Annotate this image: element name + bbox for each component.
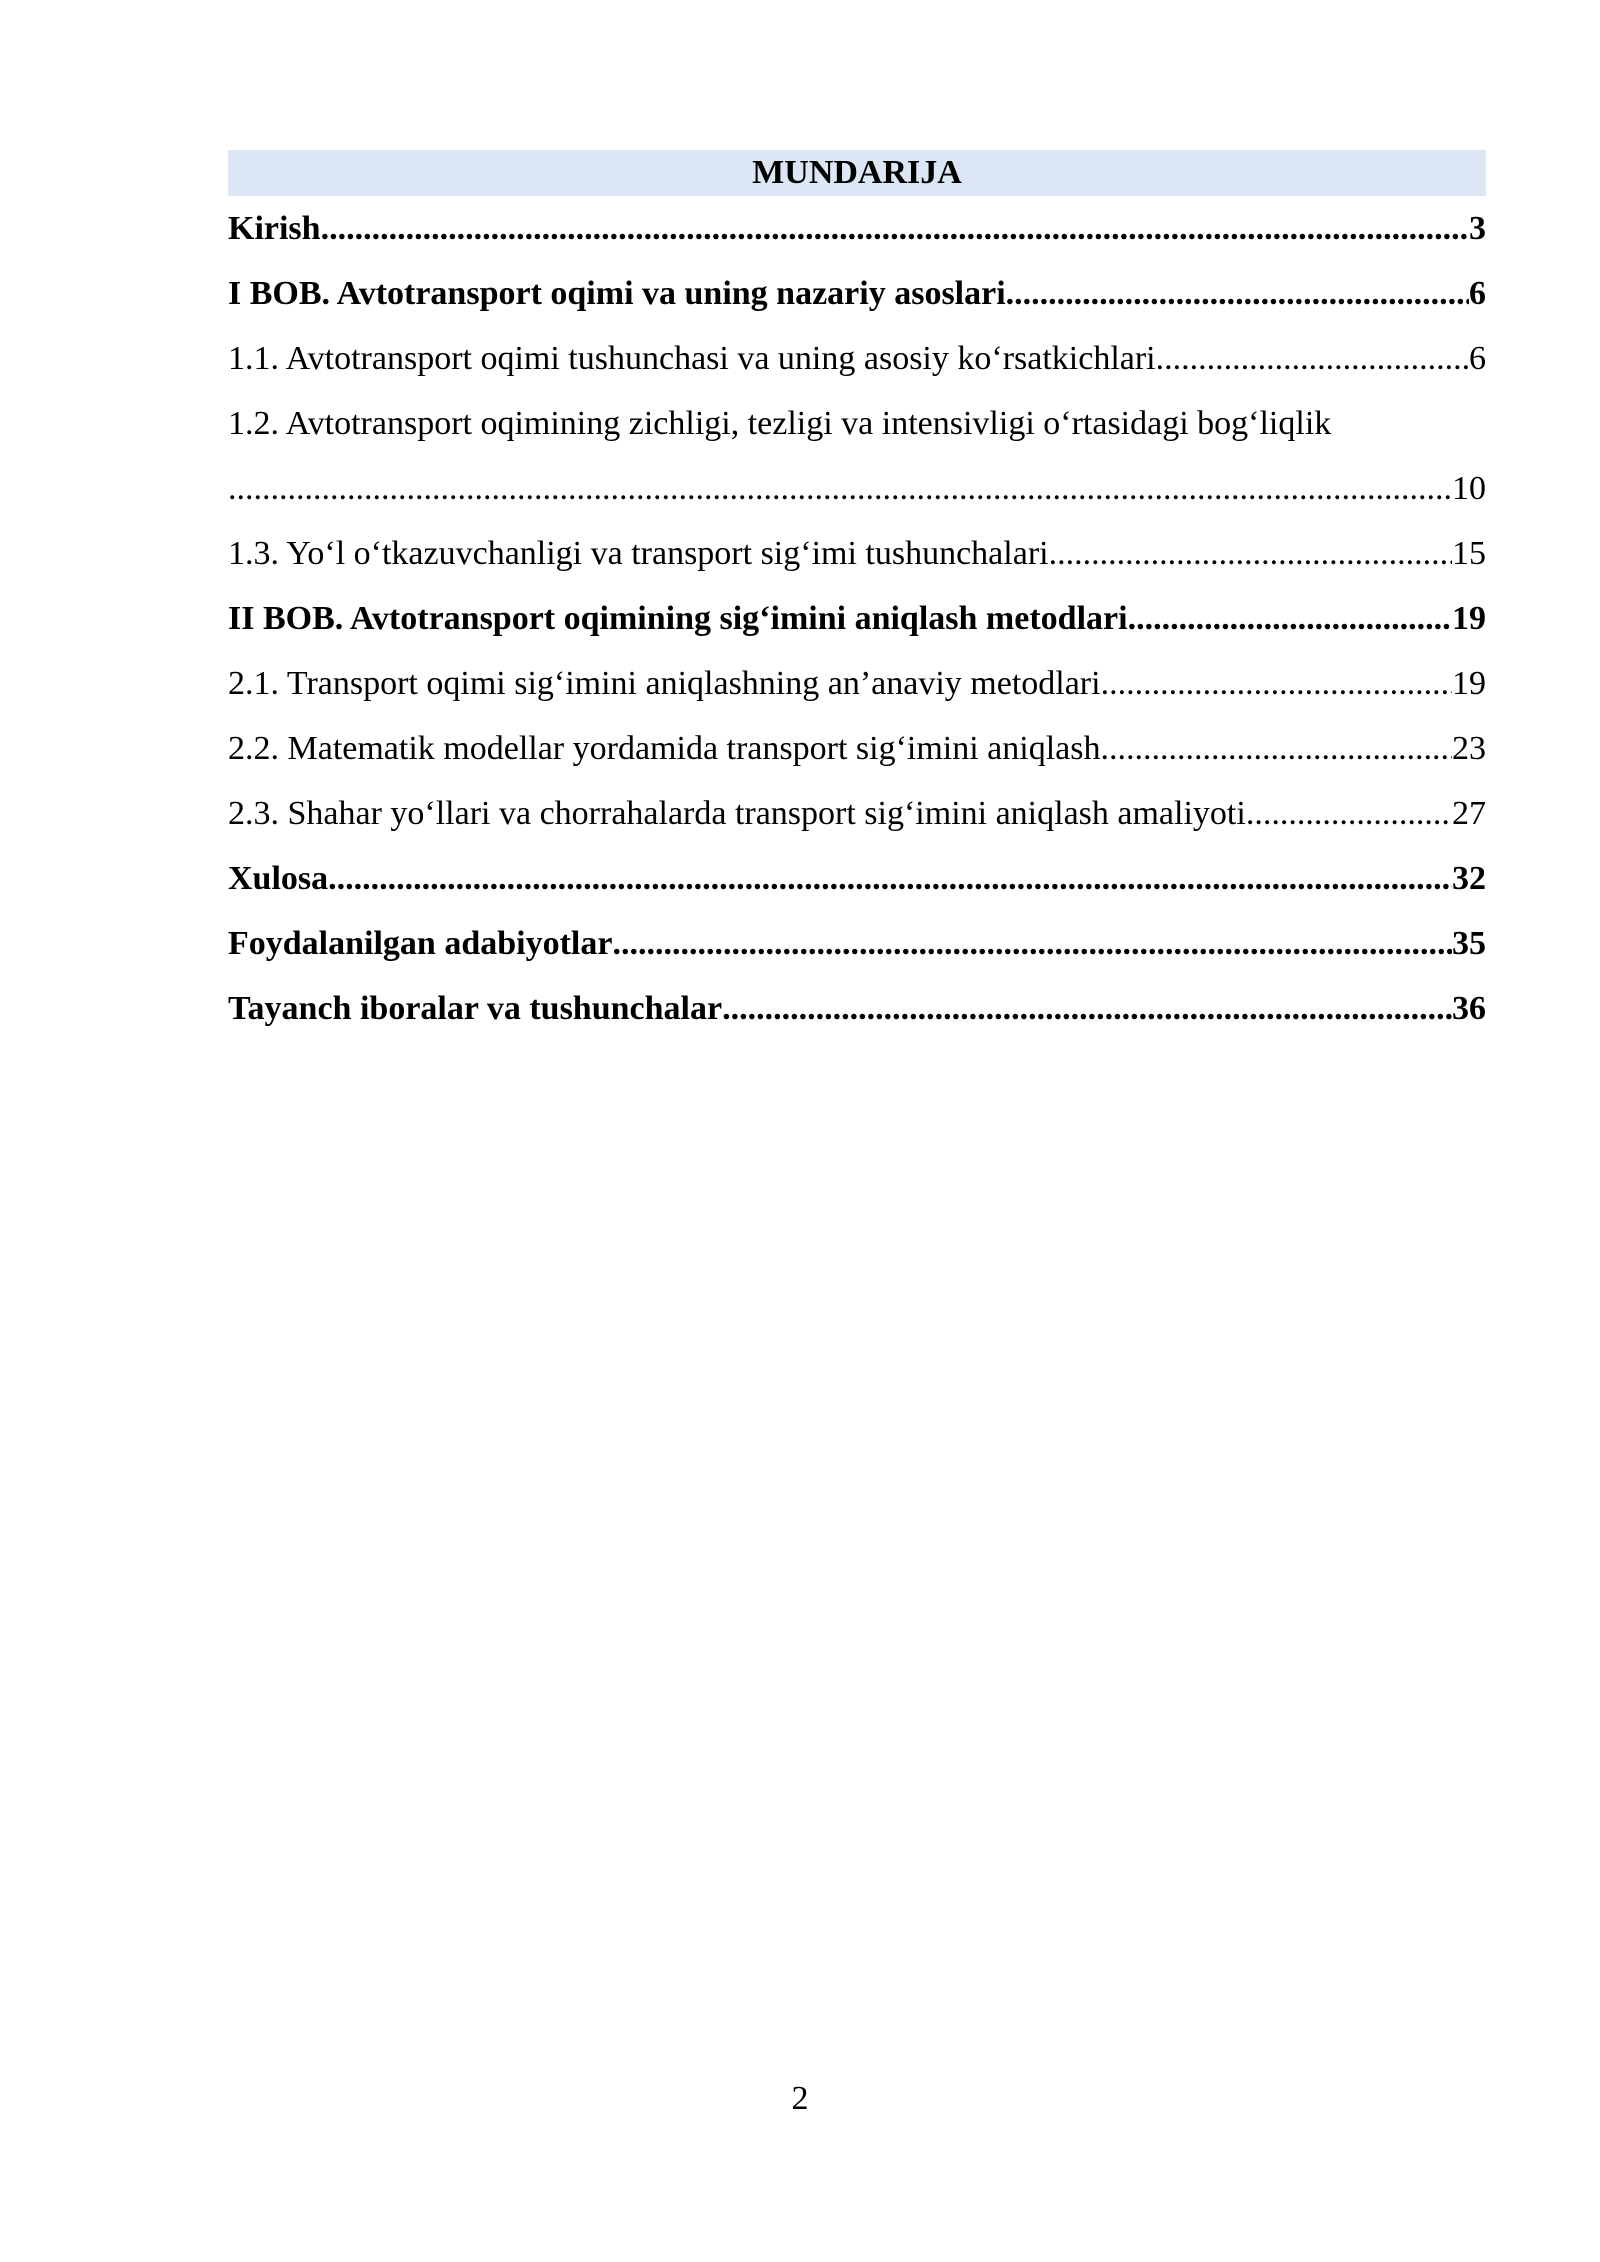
- toc-entry-xulosa: [228, 846, 1486, 911]
- toc-entry-2-2: [228, 716, 1486, 781]
- toc-entry-label: Kirish: [228, 210, 321, 247]
- toc-leader-dots: [612, 911, 1452, 976]
- toc-entry-page: 35: [1452, 925, 1486, 962]
- toc-entry-label: II BOB. Avtotransport oqimining sig‘imini aniqlash metodlari: [228, 600, 1128, 637]
- toc-entry-1-2-label-line: [228, 391, 1486, 456]
- toc-leader-dots: [1156, 326, 1469, 391]
- toc-entry-1-2-page-line: [228, 456, 1486, 521]
- toc-entry-label: 1.1. Avtotransport oqimi tushunchasi va uning asosiy ko‘rsatkichlari: [228, 340, 1156, 377]
- toc-entry-page: 6: [1469, 340, 1486, 377]
- toc-entry-page: 15: [1452, 535, 1486, 572]
- toc-entry-label: 1.2. Avtotransport oqimining zichligi, tezligi va intensivligi o‘rtasidagi bog‘liqlik: [228, 405, 1332, 442]
- toc-entry-page: 23: [1452, 730, 1486, 767]
- toc-entry-page: 10: [1452, 470, 1486, 507]
- toc-leader-dots: [1246, 781, 1452, 846]
- toc-leader-dots: [1101, 651, 1452, 716]
- toc-leader-dots: [1049, 521, 1452, 586]
- toc-entry-label: 2.2. Matematik modellar yordamida transport sig‘imini aniqlash: [228, 730, 1101, 767]
- toc-entry-chapter-1: [228, 261, 1486, 326]
- toc-entry-page: 19: [1452, 665, 1486, 702]
- toc-entry-2-1: [228, 651, 1486, 716]
- toc-leader-dots: [1006, 261, 1469, 326]
- toc-entry-chapter-2: [228, 586, 1486, 651]
- toc-leader-dots: [1100, 716, 1452, 781]
- toc-leader-dots: [722, 976, 1452, 1041]
- table-of-contents: [228, 150, 1486, 1041]
- toc-entry-label: 2.1. Transport oqimi sig‘imini aniqlashning an’anaviy metodlari: [228, 665, 1101, 702]
- toc-entry-label: Tayanch iboralar va tushunchalar: [228, 990, 723, 1027]
- toc-entry-label: Xulosa: [228, 860, 329, 897]
- toc-leader-dots: [328, 846, 1452, 911]
- toc-entry-2-3: [228, 781, 1486, 846]
- toc-entry-label: 1.3. Yo‘l o‘tkazuvchanligi va transport sig‘imi tushunchalari: [228, 535, 1049, 572]
- toc-entry-1-1: [228, 326, 1486, 391]
- toc-leader-dots: [1128, 586, 1452, 651]
- toc-leader-dots: [228, 456, 1452, 521]
- toc-entry-kirish: [228, 196, 1486, 261]
- toc-entry-label: 2.3. Shahar yo‘llari va chorrahalarda transport sig‘imini aniqlash amaliyoti: [228, 795, 1246, 832]
- toc-entry-adabiyotlar: [228, 911, 1486, 976]
- toc-entry-page: 36: [1452, 990, 1486, 1027]
- toc-entry-tayanch-iboralar: [228, 976, 1486, 1041]
- toc-entry-page: 3: [1469, 210, 1486, 247]
- page-number: 2: [791, 2080, 809, 2117]
- toc-entry-label: I BOB. Avtotransport oqimi va uning nazariy asoslari: [228, 275, 1006, 312]
- toc-title: MUNDARIJA: [228, 150, 1486, 196]
- toc-entry-page: 32: [1452, 860, 1486, 897]
- toc-entry-page: 27: [1452, 795, 1486, 832]
- toc-entry-page: 6: [1469, 275, 1486, 312]
- toc-entry-page: 19: [1452, 600, 1486, 637]
- toc-entry-1-3: [228, 521, 1486, 586]
- toc-entry-label: Foydalanilgan adabiyotlar: [228, 925, 613, 962]
- toc-leader-dots: [321, 196, 1469, 261]
